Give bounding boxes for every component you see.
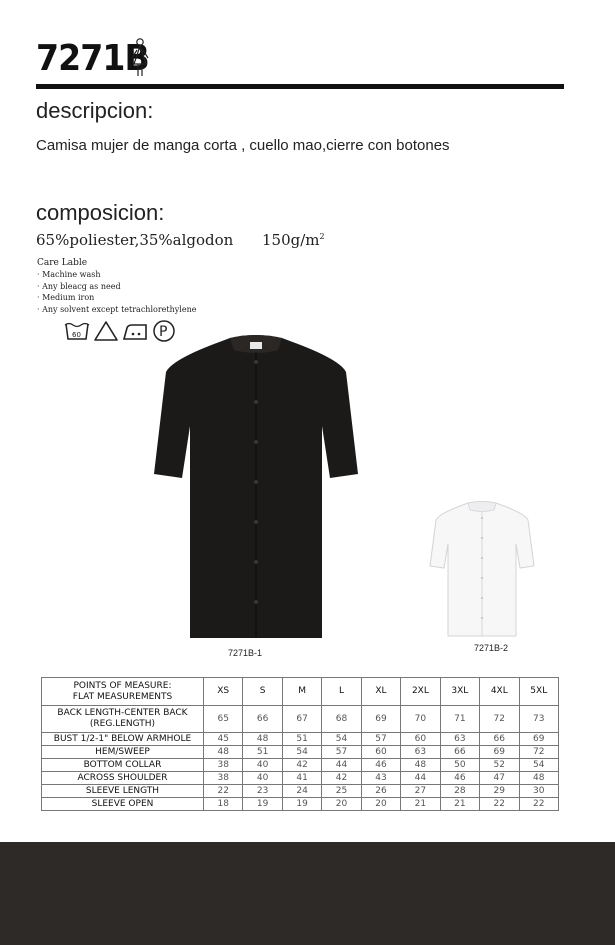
table-row bbox=[42, 785, 559, 798]
measure-value: 51 bbox=[282, 733, 321, 746]
measure-value: 26 bbox=[361, 785, 400, 798]
table-row bbox=[42, 772, 559, 785]
dryclean-letter: P bbox=[159, 324, 168, 340]
measure-value: 44 bbox=[401, 772, 440, 785]
measure-value: 60 bbox=[401, 733, 440, 746]
measure-value: 57 bbox=[322, 746, 361, 759]
size-header: XS bbox=[204, 678, 243, 706]
measure-value: 22 bbox=[519, 798, 559, 811]
size-header: S bbox=[243, 678, 282, 706]
measure-value: 48 bbox=[401, 759, 440, 772]
care-item: · Medium iron bbox=[37, 293, 95, 302]
table-row bbox=[42, 733, 559, 746]
size-header: 5XL bbox=[519, 678, 559, 706]
measure-value: 69 bbox=[519, 733, 559, 746]
header-divider bbox=[36, 84, 564, 89]
measure-value: 57 bbox=[361, 733, 400, 746]
measure-value: 70 bbox=[401, 706, 440, 733]
white-shirt-image bbox=[428, 500, 536, 638]
measure-value: 41 bbox=[282, 772, 321, 785]
measure-value: 47 bbox=[480, 772, 519, 785]
measure-value: 20 bbox=[322, 798, 361, 811]
care-label-title: Care Lable bbox=[37, 258, 88, 268]
wash-60-icon bbox=[65, 324, 89, 340]
composition-heading: composicion: bbox=[36, 200, 165, 225]
measure-value: 69 bbox=[480, 746, 519, 759]
fabric-weight-exponent: 2 bbox=[319, 232, 325, 241]
measure-value: 43 bbox=[361, 772, 400, 785]
measure-value: 54 bbox=[519, 759, 559, 772]
measure-value: 51 bbox=[243, 746, 282, 759]
measure-value: 42 bbox=[282, 759, 321, 772]
wash-temp: 60 bbox=[72, 331, 81, 339]
size-header: 3XL bbox=[440, 678, 479, 706]
header-label-line1: POINTS OF MEASURE: bbox=[73, 680, 172, 691]
measure-value: 25 bbox=[322, 785, 361, 798]
measure-value: 63 bbox=[401, 746, 440, 759]
measure-value: 21 bbox=[401, 798, 440, 811]
measure-label: HEM/SWEEP bbox=[42, 746, 204, 759]
measure-value: 38 bbox=[204, 772, 243, 785]
measure-value: 48 bbox=[204, 746, 243, 759]
measure-value: 50 bbox=[440, 759, 479, 772]
measure-value: 38 bbox=[204, 759, 243, 772]
measure-label: SLEEVE OPEN bbox=[42, 798, 204, 811]
table-row bbox=[42, 798, 559, 811]
measure-value: 52 bbox=[480, 759, 519, 772]
product-caption-2: 7271B-2 bbox=[474, 643, 509, 653]
measure-label-line1: BACK LENGTH-CENTER BACK bbox=[57, 708, 188, 718]
table-row bbox=[42, 746, 559, 759]
measure-value: 68 bbox=[322, 706, 361, 733]
care-instructions bbox=[37, 269, 196, 315]
measure-value: 44 bbox=[322, 759, 361, 772]
care-item: · Any bleacg as need bbox=[37, 281, 121, 291]
black-shirt-image bbox=[150, 332, 362, 644]
measure-label: BUST 1/2-1" BELOW ARMHOLE bbox=[42, 733, 204, 746]
measure-label: SLEEVE LENGTH bbox=[42, 785, 204, 798]
measure-value: 72 bbox=[519, 746, 559, 759]
measure-label bbox=[42, 706, 204, 733]
measure-value: 20 bbox=[361, 798, 400, 811]
header-label-line2: FLAT MEASUREMENTS bbox=[72, 691, 173, 702]
measure-value: 46 bbox=[440, 772, 479, 785]
fabric-composition: 65%poliester,35%algodon bbox=[36, 231, 234, 249]
iron-medium-icon bbox=[124, 325, 146, 339]
model-code: 7271B bbox=[36, 38, 149, 79]
measure-value: 19 bbox=[282, 798, 321, 811]
measure-value: 40 bbox=[243, 759, 282, 772]
size-chart-header bbox=[42, 678, 559, 706]
measure-value: 48 bbox=[519, 772, 559, 785]
woman-icon bbox=[131, 38, 149, 78]
measure-value: 29 bbox=[480, 785, 519, 798]
measure-value: 22 bbox=[480, 798, 519, 811]
measure-value: 40 bbox=[243, 772, 282, 785]
measure-value: 66 bbox=[480, 733, 519, 746]
measure-value: 46 bbox=[361, 759, 400, 772]
measure-value: 24 bbox=[282, 785, 321, 798]
measure-value: 65 bbox=[204, 706, 243, 733]
measure-value: 18 bbox=[204, 798, 243, 811]
measure-value: 72 bbox=[480, 706, 519, 733]
table-row bbox=[42, 706, 559, 733]
measure-value: 60 bbox=[361, 746, 400, 759]
measure-value: 63 bbox=[440, 733, 479, 746]
description-text: Camisa mujer de manga corta , cuello mao,cierre con botones bbox=[36, 137, 450, 154]
measure-value: 66 bbox=[440, 746, 479, 759]
measure-value: 23 bbox=[243, 785, 282, 798]
fabric-weight bbox=[262, 231, 325, 249]
description-heading: descripcion: bbox=[36, 98, 154, 123]
measure-value: 54 bbox=[322, 733, 361, 746]
product-caption-1: 7271B-1 bbox=[228, 648, 263, 658]
measure-value: 27 bbox=[401, 785, 440, 798]
measure-value: 71 bbox=[440, 706, 479, 733]
measure-value: 66 bbox=[243, 706, 282, 733]
points-of-measure-header bbox=[42, 678, 204, 706]
measure-value: 54 bbox=[282, 746, 321, 759]
measure-value: 67 bbox=[282, 706, 321, 733]
bleach-triangle-icon bbox=[95, 322, 117, 340]
measure-value: 45 bbox=[204, 733, 243, 746]
table-row bbox=[42, 759, 559, 772]
size-header: M bbox=[282, 678, 321, 706]
measure-label-line2: (REG.LENGTH) bbox=[89, 719, 156, 729]
size-header: XL bbox=[361, 678, 400, 706]
size-header: L bbox=[322, 678, 361, 706]
fabric-weight-value: 150g/m bbox=[262, 231, 320, 249]
care-item: · Any solvent except tetrachlorethylene bbox=[37, 304, 197, 314]
measure-label: ACROSS SHOULDER bbox=[42, 772, 204, 785]
footer-bar bbox=[0, 842, 615, 945]
measure-value: 42 bbox=[322, 772, 361, 785]
measure-value: 73 bbox=[519, 706, 559, 733]
measure-value: 28 bbox=[440, 785, 479, 798]
measure-value: 19 bbox=[243, 798, 282, 811]
measure-label: BOTTOM COLLAR bbox=[42, 759, 204, 772]
size-header: 4XL bbox=[480, 678, 519, 706]
measure-value: 69 bbox=[361, 706, 400, 733]
measure-value: 48 bbox=[243, 733, 282, 746]
measure-value: 22 bbox=[204, 785, 243, 798]
size-chart bbox=[41, 677, 559, 811]
measure-value: 30 bbox=[519, 785, 559, 798]
care-item: · Machine wash bbox=[37, 270, 101, 279]
size-header: 2XL bbox=[401, 678, 440, 706]
measure-value: 21 bbox=[440, 798, 479, 811]
